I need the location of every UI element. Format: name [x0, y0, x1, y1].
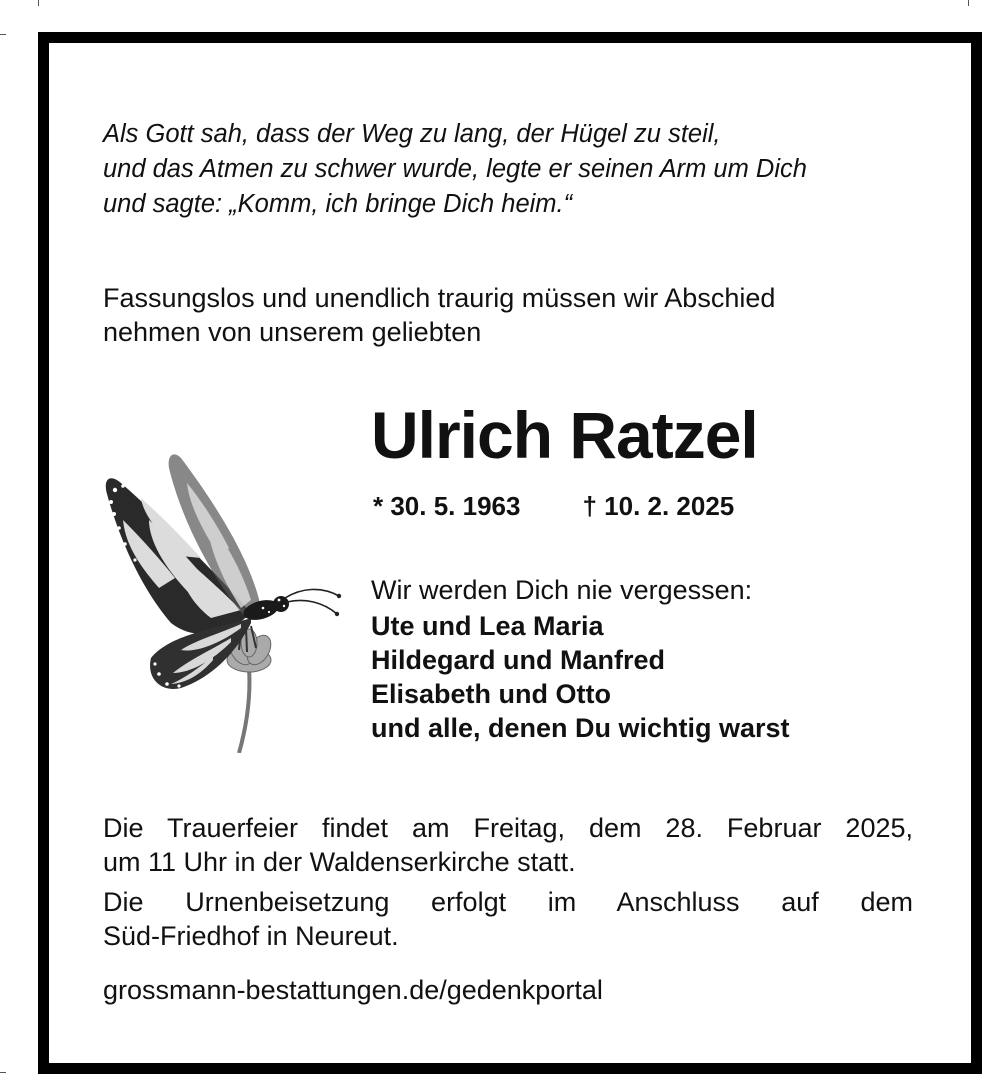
service-info: [103, 811, 913, 879]
poem: [103, 117, 933, 222]
intro-line: nehmen von unserem geliebten: [103, 317, 482, 347]
burial-info: [103, 885, 913, 953]
crop-mark-left-bottom: [0, 1072, 6, 1073]
memorial-portal-link[interactable]: grossmann-bestattungen.de/gedenkportal: [103, 975, 603, 1005]
life-dates: [373, 489, 734, 523]
mourners-lead: Wir werden Dich nie vergessen:: [371, 575, 753, 605]
poem-line: Als Gott sah, dass der Weg zu lang, der Hügel zu steil,: [103, 120, 721, 148]
intro-text: [103, 281, 923, 349]
poem-line: und sagte: „Komm, ich bringe Dich heim.“: [103, 190, 573, 218]
birth-date: * 30. 5. 1963: [373, 491, 521, 521]
butterfly-icon: [101, 428, 351, 753]
obituary-frame: [38, 32, 982, 1074]
mourner-name: Elisabeth und Otto: [371, 679, 611, 709]
burial-line: Süd-Friedhof in Neureut.: [103, 921, 399, 951]
burial-line: Die Urnenbeisetzung erfolgt im Anschluss auf dem: [103, 887, 913, 917]
death-date: † 10. 2. 2025: [582, 491, 735, 521]
crop-mark-left-top: [0, 34, 6, 35]
crop-mark-top-right: [968, 0, 969, 6]
service-line: Die Trauerfeier findet am Freitag, dem 28. Februar 2025,: [103, 813, 913, 843]
deceased-name: Ulrich Ratzel: [371, 398, 758, 472]
intro-line: Fassungslos und unendlich traurig müssen wir Abschied: [103, 283, 776, 313]
crop-mark-top-left: [38, 0, 39, 6]
mourner-name: Ute und Lea Maria: [371, 611, 604, 641]
mourner-name: Hildegard und Manfred: [371, 645, 666, 675]
mourners: [371, 573, 790, 745]
service-line: um 11 Uhr in der Waldenserkirche statt.: [103, 847, 576, 877]
poem-line: und das Atmen zu schwer wurde, legte er seinen Arm um Dich: [103, 155, 807, 183]
mourner-name: und alle, denen Du wichtig warst: [371, 713, 790, 743]
ceremony-info: [103, 811, 913, 959]
